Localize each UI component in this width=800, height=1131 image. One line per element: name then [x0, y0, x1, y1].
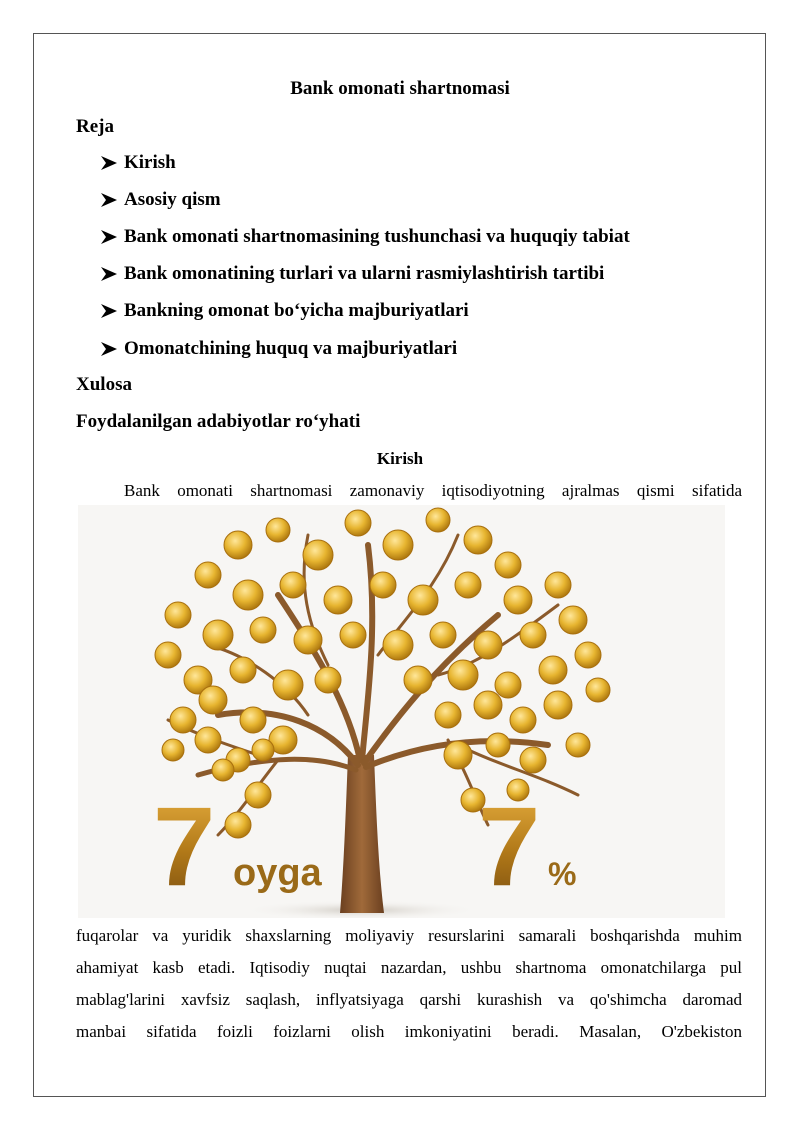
toc-item — [100, 300, 469, 322]
toc-item-label: Bankning omonat bo‘yicha majburiyatlari — [124, 300, 469, 321]
arrow-icon — [100, 303, 118, 319]
left-number: 7 — [153, 784, 216, 909]
section-title: Kirish — [376, 449, 424, 468]
paragraph-line: Bank omonati shartnomasi zamonaviy iqtisodiyotning ajralmas qismi sifatida — [124, 481, 742, 500]
money-tree-illustration — [78, 505, 725, 918]
money-tree-graphic — [78, 505, 725, 918]
toc-item-label: Asosiy qism — [124, 189, 221, 210]
left-word: oyga — [233, 852, 322, 894]
toc-item — [100, 226, 630, 248]
paragraph-line: fuqarolar va yuridik shaxslarning moliyaviy resurslarini samarali boshqarishda muhim — [76, 926, 742, 945]
document-title: Bank omonati shartnomasi — [290, 78, 510, 99]
percent-symbol: % — [548, 856, 577, 892]
references-heading: Foydalanilgan adabiyotlar ro‘yhati — [76, 411, 361, 432]
arrow-icon — [100, 266, 118, 282]
paragraph-line: mablag'larini xavfsiz saqlash, inflyatsiyaga qarshi kurashish va qo'shimcha daromad — [76, 990, 742, 1009]
toc-item — [100, 263, 604, 285]
toc-item-label: Omonatchining huquq va majburiyatlari — [124, 338, 458, 359]
toc-item-label: Kirish — [124, 152, 176, 173]
toc-item-label: Bank omonatining turlari va ularni rasmiylashtirish tartibi — [124, 263, 605, 284]
arrow-icon — [100, 155, 118, 171]
paragraph-line: ahamiyat kasb etadi. Iqtisodiy nuqtai nazardan, ushbu shartnoma omonatchilarga pul — [76, 958, 742, 977]
arrow-icon — [100, 341, 118, 357]
toc-item — [100, 189, 221, 211]
arrow-icon — [100, 229, 118, 245]
right-number: 7 — [478, 784, 541, 909]
conclusion-heading: Xulosa — [76, 374, 132, 395]
paragraph-line: manbai sifatida foizli foizlarni olish imkoniyatini beradi. Masalan, O'zbekiston — [76, 1022, 742, 1041]
toc-item-label: Bank omonati shartnomasining tushunchasi va huquqiy tabiat — [124, 226, 630, 247]
toc-item — [100, 338, 457, 360]
plan-heading: Reja — [76, 116, 114, 137]
arrow-icon — [100, 192, 118, 208]
toc-item — [100, 152, 176, 174]
